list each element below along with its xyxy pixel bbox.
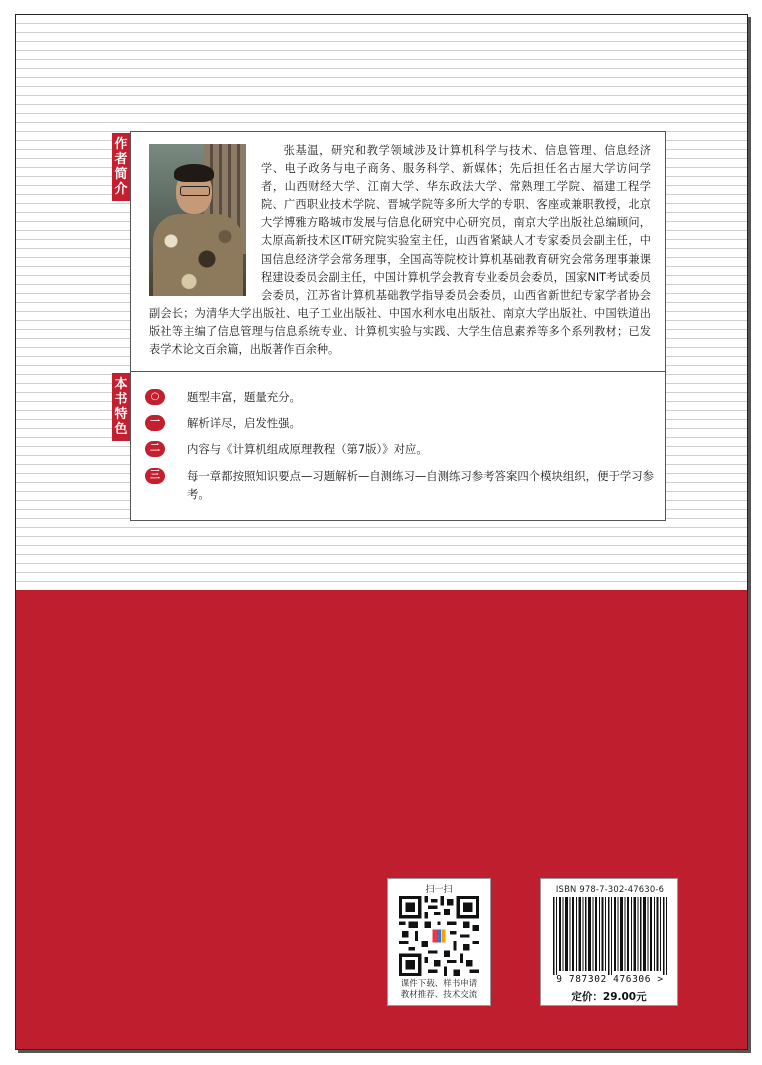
feature-badge: 二: [145, 441, 165, 457]
tag-char: 作: [114, 137, 128, 152]
isbn-text: ISBN 978-7-302-47630-6: [555, 884, 665, 894]
tag-char: 介: [114, 182, 128, 197]
qr-label: 扫一扫: [425, 885, 453, 895]
qr-code-box: [387, 878, 491, 1006]
tag-char: 书: [114, 392, 128, 407]
feature-badge: 三: [145, 468, 165, 484]
barcode-number: 9 787302 476306 >: [556, 974, 664, 985]
tag-char: 简: [114, 167, 128, 182]
feature-text: 题型丰富，题量充分。: [187, 390, 301, 404]
author-bio: 张基温，研究和教学领域涉及计算机科学与技术、信息管理、信息经济学、电子政务与电子商务、服务科学、新媒体；先后担任名古屋大学访问学者，山西财经大学、江南大学、华东政法大学、常熟理工学院、福建工程学院、广西职业技术学院、晋城学院等多所大学的专职、客座或兼职教授，北京大学博雅方略城市发展与信息化研究中心研究员，南京大学出版社总编顾问，太原高新技术区IT研究院实验室主任，山西省紧缺人才专家委员会副主任，中国信息经济学会常务理事，全国高等院校计算机基础教育研究会常务理事兼课程建设委员会副主任，中国计算机学会教育专业委员会委员，国家NIT考试委员会委员，江苏省计算机基础教学指导委员会委员，山西省新世纪专家学者协会副会长；为清华大学出版社、电子工业出版社、中国水利水电出版社、南京大学出版社、中国铁道出版社等主编了信息管理与信息系统专业、计算机实验与实践、大学生信息素养等多个系列教材；已发表学术论文百余篇，出版著作百余种。: [149, 144, 651, 357]
author-intro-tag: [112, 133, 130, 201]
tag-char: 者: [114, 152, 128, 167]
book-features-box: [130, 371, 666, 521]
feature-text: 内容与《计算机组成原理教程（第7版）》对应。: [187, 442, 428, 456]
tag-char: 特: [114, 407, 128, 422]
feature-badge: ○: [145, 389, 165, 405]
feature-text: 每一章都按照知识要点—习题解析—自测练习—自测练习参考答案四个模块组织，便于学习参考。: [187, 469, 655, 501]
qr-caption-line: 教材推荐、技术交流: [400, 990, 478, 1000]
qr-caption: [388, 979, 490, 1001]
qr-caption-line: 课件下载、样书申请: [400, 979, 478, 989]
feature-badge: 一: [145, 415, 165, 431]
isbn-barcode-box: [540, 878, 678, 1006]
qr-code-icon: [399, 896, 479, 976]
author-intro-box: [130, 131, 666, 378]
price-label: 定价：29.00元: [571, 991, 647, 1003]
feature-text: 解析详尽，启发性强。: [187, 416, 301, 430]
author-bio-wrapper: [149, 142, 651, 359]
tag-char: 本: [114, 377, 128, 392]
tag-char: 色: [114, 422, 128, 437]
book-back-cover: [15, 14, 748, 1050]
book-features-tag: [112, 373, 130, 441]
barcode-icon: [551, 897, 669, 975]
